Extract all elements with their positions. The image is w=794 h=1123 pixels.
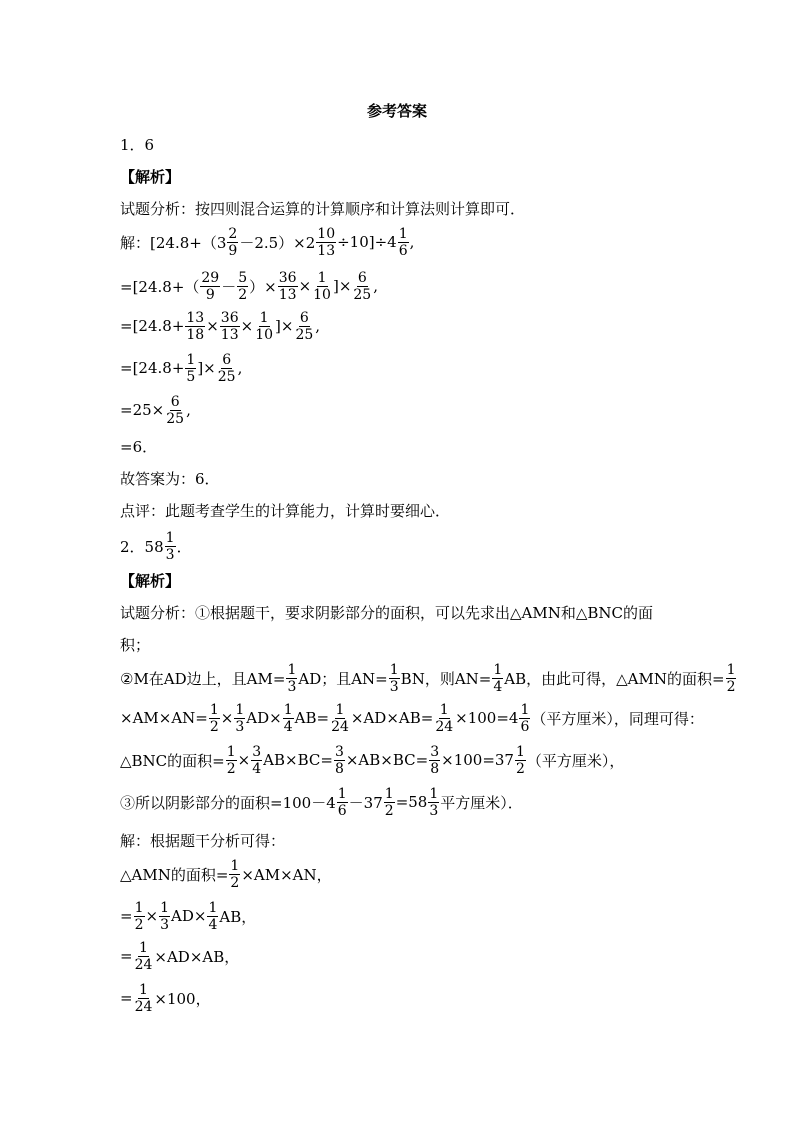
text: ]× — [197, 359, 216, 377]
text: BN，则AN= — [400, 669, 492, 688]
text: ×AM×AN， — [241, 865, 332, 884]
text: AD；且AN= — [298, 669, 388, 688]
denominator: 3 — [235, 718, 245, 735]
denominator: 5 — [186, 368, 196, 385]
denominator: 3 — [389, 678, 399, 695]
numerator: 1 — [283, 701, 293, 718]
fraction — [334, 745, 345, 776]
text: AD× — [246, 709, 282, 727]
fraction — [294, 311, 314, 342]
q1-solution-line-6: =6． — [120, 437, 158, 456]
q1-answer: 1．6 — [120, 135, 155, 154]
numerator: 1 — [209, 701, 219, 718]
text: ． — [176, 537, 192, 556]
fraction — [200, 271, 220, 302]
text: × — [240, 317, 254, 335]
q2-analysis-2: 积； — [120, 635, 151, 654]
numerator: 1 — [235, 701, 245, 718]
fraction — [492, 663, 503, 694]
denominator: 8 — [334, 760, 344, 777]
fraction — [165, 531, 176, 562]
fraction — [217, 353, 237, 384]
numerator: 1 — [429, 785, 439, 802]
fraction — [134, 983, 154, 1014]
denominator: 25 — [295, 326, 314, 343]
denominator: 18 — [186, 326, 205, 343]
text: , — [186, 401, 191, 419]
denominator: 2 — [726, 678, 736, 695]
numerator: 1 — [337, 785, 347, 802]
numerator: 1 — [259, 309, 269, 326]
fraction — [434, 703, 454, 734]
q2-step-2 — [120, 660, 737, 696]
q2-solution-heading: 解：根据题干分析可得： — [120, 831, 286, 850]
fraction — [384, 787, 395, 818]
denominator: 25 — [217, 368, 236, 385]
q2-solution-line-3 — [120, 938, 239, 974]
fraction — [389, 663, 400, 694]
numerator: 1 — [335, 701, 345, 718]
text: = — [120, 947, 133, 965]
denominator: 13 — [278, 286, 297, 303]
fraction — [398, 227, 409, 258]
denominator: 10 — [255, 326, 274, 343]
q1-solution-line-3 — [120, 308, 320, 344]
fraction — [286, 663, 297, 694]
fraction — [209, 703, 220, 734]
q1-sol-prefix: 解： — [120, 233, 151, 252]
numerator: 1 — [384, 785, 394, 802]
text: ③所以阴影部分的面积=100－4 — [120, 793, 336, 812]
text: ]× — [332, 277, 352, 295]
text: =[24.8+ — [120, 317, 185, 335]
denominator: 2 — [515, 760, 525, 777]
numerator: 1 — [493, 661, 503, 678]
q2-solution-line-1 — [120, 856, 332, 892]
q1-solution-line-5 — [120, 392, 191, 428]
q2-solution-line-4 — [120, 980, 211, 1016]
fraction — [278, 271, 298, 302]
fraction — [352, 271, 372, 302]
fraction — [227, 227, 238, 258]
denominator: 3 — [429, 802, 439, 819]
fraction — [185, 353, 196, 384]
numerator: 6 — [357, 269, 367, 286]
denominator: 2 — [238, 286, 248, 303]
fraction — [207, 901, 218, 932]
text: △AMN的面积= — [120, 865, 229, 884]
denominator: 9 — [205, 286, 215, 303]
numerator: 1 — [398, 225, 408, 242]
denominator: 25 — [166, 410, 185, 427]
numerator: 1 — [439, 701, 449, 718]
denominator: 10 — [313, 286, 331, 303]
denominator: 2 — [209, 718, 219, 735]
text: , — [315, 317, 321, 335]
denominator: 2 — [134, 916, 144, 933]
numerator: 1 — [287, 661, 297, 678]
numerator: 6 — [222, 351, 232, 368]
text: AB= — [294, 709, 330, 727]
fraction — [134, 901, 145, 932]
denominator: 3 — [165, 546, 175, 563]
q1-solution-line-4 — [120, 350, 242, 386]
numerator: 6 — [299, 309, 309, 326]
text: ②M在AD边上，且AM= — [120, 669, 286, 688]
text: ]× — [275, 317, 294, 335]
text: , — [373, 277, 378, 295]
text: [24.8+（3 — [150, 233, 227, 252]
fraction — [229, 859, 240, 890]
text: ×100， — [154, 989, 211, 1008]
fraction — [134, 941, 154, 972]
text: （平方厘米）， — [526, 751, 625, 770]
text: △BNC的面积= — [120, 751, 225, 770]
denominator: 3 — [160, 916, 169, 933]
fraction — [337, 787, 348, 818]
denominator: 4 — [283, 718, 293, 735]
denominator: 9 — [228, 242, 238, 259]
numerator: 1 — [139, 981, 148, 998]
text: =[24.8+（ — [120, 277, 200, 296]
q2-step-3 — [120, 784, 523, 820]
numerator: 1 — [139, 939, 148, 956]
fraction — [428, 787, 439, 818]
fraction — [519, 703, 530, 734]
numerator: 1 — [186, 351, 196, 368]
numerator: 1 — [389, 661, 399, 678]
text: － — [221, 277, 237, 296]
q1-solution-line-1 — [120, 224, 414, 260]
fraction — [429, 745, 440, 776]
text: =25× — [120, 401, 165, 419]
text: ×AM×AN= — [120, 709, 208, 727]
fraction — [237, 271, 248, 302]
fraction — [283, 703, 294, 734]
q1-final-answer: 故答案为：6． — [120, 469, 220, 488]
text: AB×BC= — [263, 751, 333, 769]
q2-step-2-cont — [120, 700, 704, 736]
text: , — [409, 233, 415, 251]
q2-jiexi-heading: 【解析】 — [120, 571, 181, 590]
numerator: 1 — [317, 269, 327, 286]
text: 2．58 — [120, 537, 164, 556]
denominator: 13 — [220, 326, 239, 343]
text: ×100=37 — [441, 751, 514, 769]
text: －37 — [348, 793, 383, 812]
q2-analysis-1: 试题分析：①根据题干，要求阴影部分的面积，可以先求出△AMN和△BNC的面 — [120, 603, 654, 622]
text: ×AD×AB= — [350, 709, 434, 727]
text: －2.5）×2 — [239, 233, 316, 252]
denominator: 25 — [353, 286, 372, 303]
q1-comment: 点评：此题考查学生的计算能力，计算时要细心． — [120, 501, 451, 520]
text: 平方厘米）． — [440, 793, 523, 812]
fraction — [159, 901, 170, 932]
numerator: 3 — [334, 743, 344, 760]
numerator: 3 — [252, 743, 262, 760]
denominator: 24 — [331, 718, 349, 735]
text: × — [237, 751, 251, 769]
q2-answer — [120, 528, 192, 564]
fraction — [234, 703, 245, 734]
numerator: 29 — [201, 269, 220, 286]
q1-jiexi-heading: 【解析】 — [120, 167, 181, 186]
text: × — [220, 709, 234, 727]
fraction — [165, 395, 185, 426]
fraction — [251, 745, 262, 776]
fraction — [220, 311, 240, 342]
text: × — [145, 907, 159, 925]
denominator: 8 — [430, 760, 440, 777]
fraction — [226, 745, 237, 776]
text: （平方厘米），同理可得： — [531, 709, 704, 728]
fraction — [185, 311, 205, 342]
numerator: 5 — [238, 269, 248, 286]
text: =58 — [395, 793, 428, 811]
text: ×100=4 — [455, 709, 519, 727]
denominator: 2 — [384, 802, 394, 819]
numerator: 1 — [160, 899, 169, 916]
denominator: 24 — [134, 998, 153, 1015]
denominator: 4 — [493, 678, 503, 695]
fraction — [254, 311, 274, 342]
numerator: 1 — [515, 743, 525, 760]
numerator: 2 — [228, 225, 238, 242]
q2-solution-line-2 — [120, 898, 256, 934]
denominator: 24 — [435, 718, 454, 735]
denominator: 24 — [134, 956, 153, 973]
denominator: 13 — [317, 242, 336, 259]
text: ×AD×AB， — [154, 947, 240, 966]
q2-step-2-bnc — [120, 742, 624, 778]
fraction — [312, 271, 332, 302]
text: AB，由此可得，△AMN的面积= — [504, 669, 725, 688]
numerator: 13 — [186, 309, 205, 326]
denominator: 3 — [287, 678, 297, 695]
page-title: 参考答案 — [366, 102, 427, 120]
numerator: 1 — [208, 899, 218, 916]
text: AD× — [171, 907, 207, 925]
numerator: 1 — [226, 743, 236, 760]
numerator: 36 — [220, 309, 239, 326]
numerator: 10 — [317, 225, 336, 242]
denominator: 6 — [398, 242, 408, 259]
numerator: 1 — [165, 529, 175, 546]
text: = — [120, 907, 133, 925]
fraction — [515, 745, 526, 776]
numerator: 1 — [520, 701, 530, 718]
text: ×AB×BC= — [345, 751, 429, 769]
text: = — [120, 989, 133, 1007]
fraction — [726, 663, 737, 694]
denominator: 4 — [252, 760, 262, 777]
denominator: 6 — [337, 802, 347, 819]
numerator: 1 — [726, 661, 736, 678]
denominator: 2 — [226, 760, 236, 777]
denominator: 6 — [520, 718, 530, 735]
fraction — [316, 227, 336, 258]
numerator: 1 — [134, 899, 144, 916]
denominator: 4 — [208, 916, 218, 933]
denominator: 2 — [230, 874, 240, 891]
text: ÷10]÷4 — [337, 233, 397, 251]
text: × — [206, 317, 219, 335]
text: ）× — [249, 277, 277, 296]
text: AB， — [219, 907, 257, 926]
numerator: 36 — [278, 269, 297, 286]
numerator: 1 — [230, 857, 240, 874]
numerator: 6 — [170, 393, 180, 410]
q1-solution-line-2 — [120, 268, 378, 304]
text: , — [237, 359, 243, 377]
text: =[24.8+ — [120, 359, 185, 377]
fraction — [330, 703, 350, 734]
text: × — [298, 277, 312, 295]
q1-analysis: 试题分析：按四则混合运算的计算顺序和计算法则计算即可． — [120, 199, 526, 218]
numerator: 3 — [430, 743, 440, 760]
